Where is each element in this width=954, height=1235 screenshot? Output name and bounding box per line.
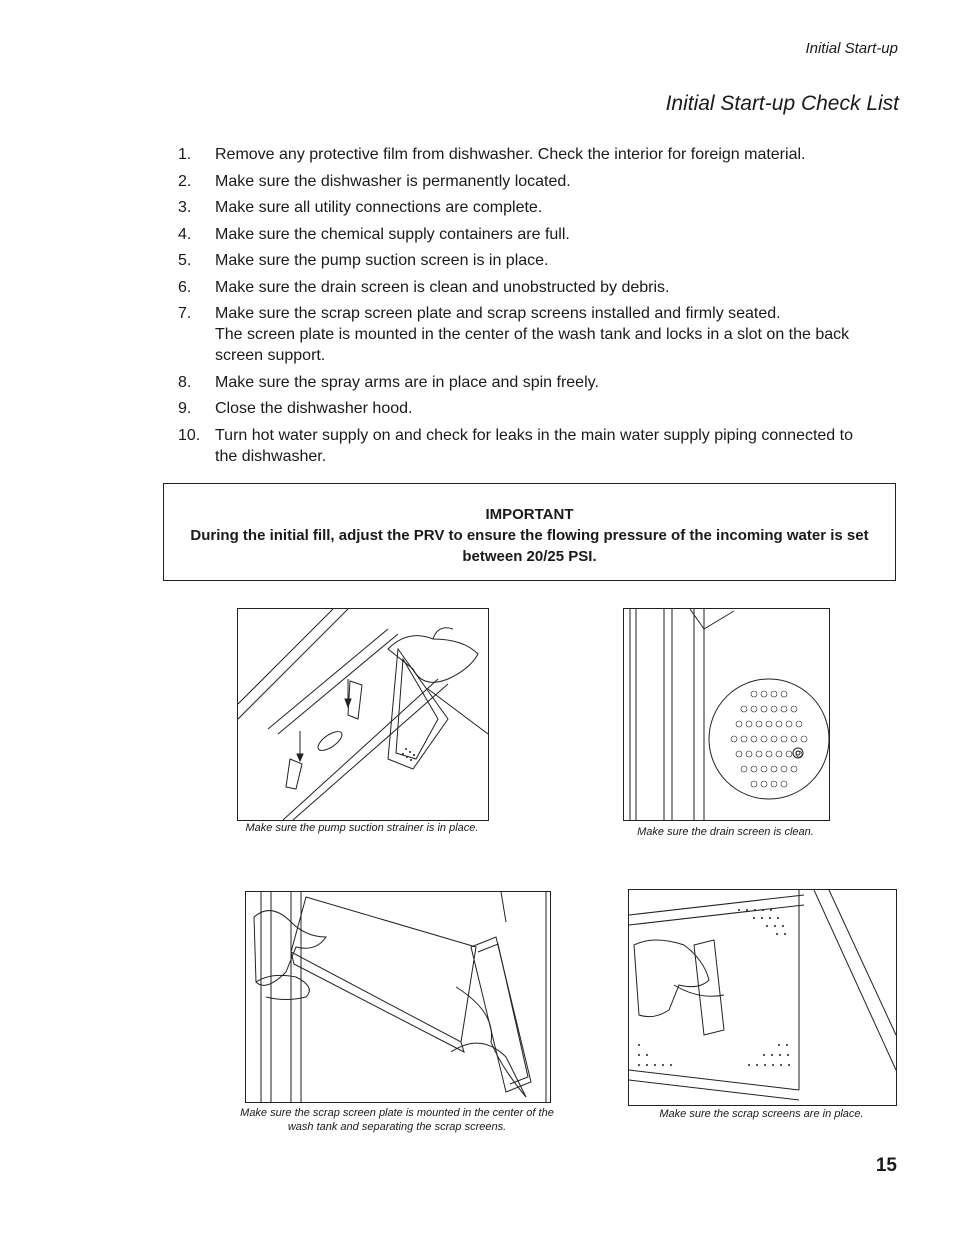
startup-checklist	[178, 144, 878, 472]
item-number: 2.	[178, 172, 192, 190]
pump-suction-strainer-illustration	[237, 608, 489, 821]
item-text: Turn hot water supply on and check for leaks in the main water supply piping connected to the dishwasher.	[215, 426, 853, 465]
scrap-screens-illustration	[628, 889, 897, 1106]
item-number: 6.	[178, 278, 192, 296]
item-text: Make sure the chemical supply containers are full.	[215, 225, 570, 243]
item-note: The screen plate is mounted in the center of the wash tank and locks in a slot on the back screen support.	[215, 326, 850, 364]
drain-screen-illustration	[623, 608, 830, 821]
important-heading: IMPORTANT	[485, 506, 574, 523]
important-notice-box	[163, 483, 896, 581]
item-number: 7.	[178, 305, 192, 322]
item-number: 9.	[178, 400, 192, 417]
item-text: Make sure the scrap screen plate and scrap screens installed and firmly seated.	[215, 305, 781, 322]
list-item	[178, 197, 878, 218]
item-text: Close the dishwasher hood.	[215, 400, 413, 417]
figure-caption: Make sure the scrap screens are in place.	[659, 1108, 864, 1120]
list-item	[178, 398, 878, 419]
figure-caption: Make sure the pump suction strainer is in place.	[245, 822, 479, 834]
item-text: Make sure the pump suction screen is in place.	[215, 252, 549, 269]
list-item	[178, 277, 878, 298]
item-text: Make sure the dishwasher is permanently located.	[215, 172, 571, 190]
page-title: Initial Start-up Check List	[665, 92, 899, 115]
item-number: 4.	[178, 225, 192, 243]
figure-caption: Make sure the scrap screen plate is mounted in the center of the wash tank and separating the scrap screens.	[240, 1107, 554, 1133]
figure-caption: Make sure the drain screen is clean.	[637, 826, 814, 838]
list-item	[178, 372, 878, 393]
list-item	[178, 171, 878, 192]
item-text: Make sure the drain screen is clean and unobstructed by debris.	[215, 278, 670, 296]
list-item	[178, 250, 878, 271]
list-item	[178, 425, 878, 467]
item-number: 5.	[178, 252, 192, 269]
item-number: 10.	[178, 426, 201, 444]
item-number: 8.	[178, 373, 192, 391]
item-number: 1.	[178, 146, 192, 163]
list-item	[178, 224, 878, 245]
item-text: Make sure all utility connections are complete.	[215, 199, 543, 216]
list-item	[178, 144, 878, 165]
list-item	[178, 303, 878, 366]
page-number: 15	[875, 1155, 897, 1176]
scrap-screen-plate-illustration	[245, 891, 551, 1103]
header-section-label: Initial Start-up	[805, 40, 898, 57]
item-text: Make sure the spray arms are in place and spin freely.	[215, 373, 599, 391]
item-number: 3.	[178, 199, 192, 216]
important-body: During the initial fill, adjust the PRV to ensure the flowing pressure of the incoming water is set between 20/25 PSI.	[190, 527, 869, 565]
item-text: Remove any protective film from dishwasher. Check the interior for foreign material.	[215, 146, 806, 163]
